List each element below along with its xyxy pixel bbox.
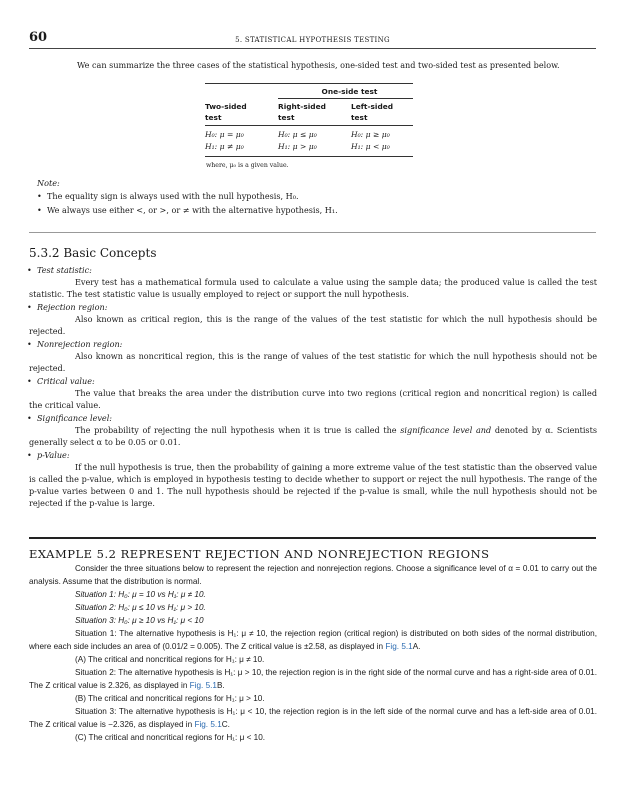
term-rejection-region: • Rejection region: [27,302,108,312]
section-rule [29,232,596,233]
figure-caption: (B) The critical and noncritical regions for H₁: μ > 10. [75,694,265,703]
situation-explanation: Situation 3: The alternative hypothesis is H₁: μ < 10, the rejection region is in the left side of the normal curve and has a left-side area of 0.01. The Z critical value is −2.326, as displayed in Fig. 5.1C. [29,707,597,729]
table-cell: H₁: μ < μ₀ [351,142,390,151]
note-bullet: • The equality sign is always used with the null hypothesis, H₀. [37,191,299,201]
term-test-statistic: • Test statistic: [27,265,92,275]
table-cell: H₁: μ ≠ μ₀ [205,142,244,151]
table-cell: H₀: μ ≤ μ₀ [278,130,317,139]
situation-line: Situation 3: H₀: μ ≥ 10 vs H₁: μ < 10 [75,616,204,625]
definition-paragraph: Also known as critical region, this is the range of the values of the test statistic for which the null hypothesis should be rejected. [29,314,597,336]
term-significance-level: • Significance level: [27,413,113,423]
situation-explanation: Situation 2: The alternative hypothesis is H₁: μ > 10, the rejection region is in the right side of the normal curve and has a right-side area of 0.01. The Z critical value is 2.326, as displayed in Fig. 5.1B. [29,668,597,690]
table-cell: H₁: μ > μ₀ [278,142,317,151]
page-number: 60 [29,30,48,45]
section-title: 5.3.2 Basic Concepts [29,246,157,260]
example-rule [29,537,596,539]
running-head: 5. STATISTICAL HYPOTHESIS TESTING [235,36,390,44]
one-side-header: One-side test [321,87,378,96]
hypothesis-table [205,86,413,157]
intro-paragraph: We can summarize the three cases of the statistical hypothesis, one-sided test and two-sided test as presented below. [77,60,560,70]
definition-paragraph: Every test has a mathematical formula used to calculate a value using the sample data; the produced value is called the test statistic. The test statistic value is usually employed to reject or support the null hypothesis. [29,277,597,299]
table-footnote: where, μ₀ is a given value. [206,162,289,169]
figure-caption: (C) The critical and noncritical regions for H₁: μ < 10. [75,733,266,742]
term-nonrejection-region: • Nonrejection region: [27,339,123,349]
figure-link[interactable]: Fig. 5.1 [385,642,413,651]
definition-paragraph: The value that breaks the area under the distribution curve into two regions (critical region and noncritical region) is called the critical value. [29,388,597,410]
example-title: EXAMPLE 5.2 REPRESENT REJECTION AND NONREJECTION REGIONS [29,547,490,561]
example-intro: Consider the three situations below to represent the rejection and nonrejection regions. Choose a significance level of α = 0.01 to carry out the analysis. Assume that the distribution is normal. [29,564,597,586]
situation-line: Situation 1: H₀: μ = 10 vs H₁: μ ≠ 10. [75,590,206,599]
figure-link[interactable]: Fig. 5.1 [189,681,217,690]
table-top-rule [205,83,413,84]
table-cell: H₀: μ = μ₀ [205,130,244,139]
term-critical-value: • Critical value: [27,376,95,386]
term-p-value: • p-Value: [27,450,70,460]
figure-link[interactable]: Fig. 5.1 [194,720,222,729]
header-rule [29,48,596,49]
definition-paragraph: The probability of rejecting the null hypothesis when it is true is called the significance level and denoted by α. Scientists generally select α to be 0.05 or 0.01. [29,425,597,447]
note-bullet: • We always use either <, or >, or ≠ with the alternative hypothesis, H₁. [37,205,338,215]
definition-paragraph: If the null hypothesis is true, then the probability of gaining a more extreme value of the test statistic than the observed value is called the p-value, which is employed in hypothesis testing to decide whether to support or reject the null hypothesis. The range of the p-value varies between 0 and 1. The null hypothesis should be rejected if the p-value is small, while the null hypothesis should not be rejected if the p-value is large. [29,462,597,508]
figure-caption: (A) The critical and noncritical regions for H₁: μ ≠ 10. [75,655,265,664]
definition-paragraph: Also known as noncritical region, this is the range of values of the test statistic for which the null hypothesis should not be rejected. [29,351,597,373]
situation-explanation: Situation 1: The alternative hypothesis is H₁: μ ≠ 10, the rejection region (critical region) is distributed on both sides of the normal distribution, where each side includes an area of (0.01/2 = 0.005). The Z critical value is ±2.58, as displayed in Fig. 5.1A. [29,629,597,651]
col-left-sided: Left-sided test [351,102,394,122]
situation-line: Situation 2: H₀: μ ≤ 10 vs H₁: μ > 10. [75,603,206,612]
col-two-sided: Two-sided test [205,102,247,122]
col-right-sided: Right-sided test [278,102,326,122]
note-label: Note: [37,178,60,188]
table-cell: H₀: μ ≥ μ₀ [351,130,390,139]
